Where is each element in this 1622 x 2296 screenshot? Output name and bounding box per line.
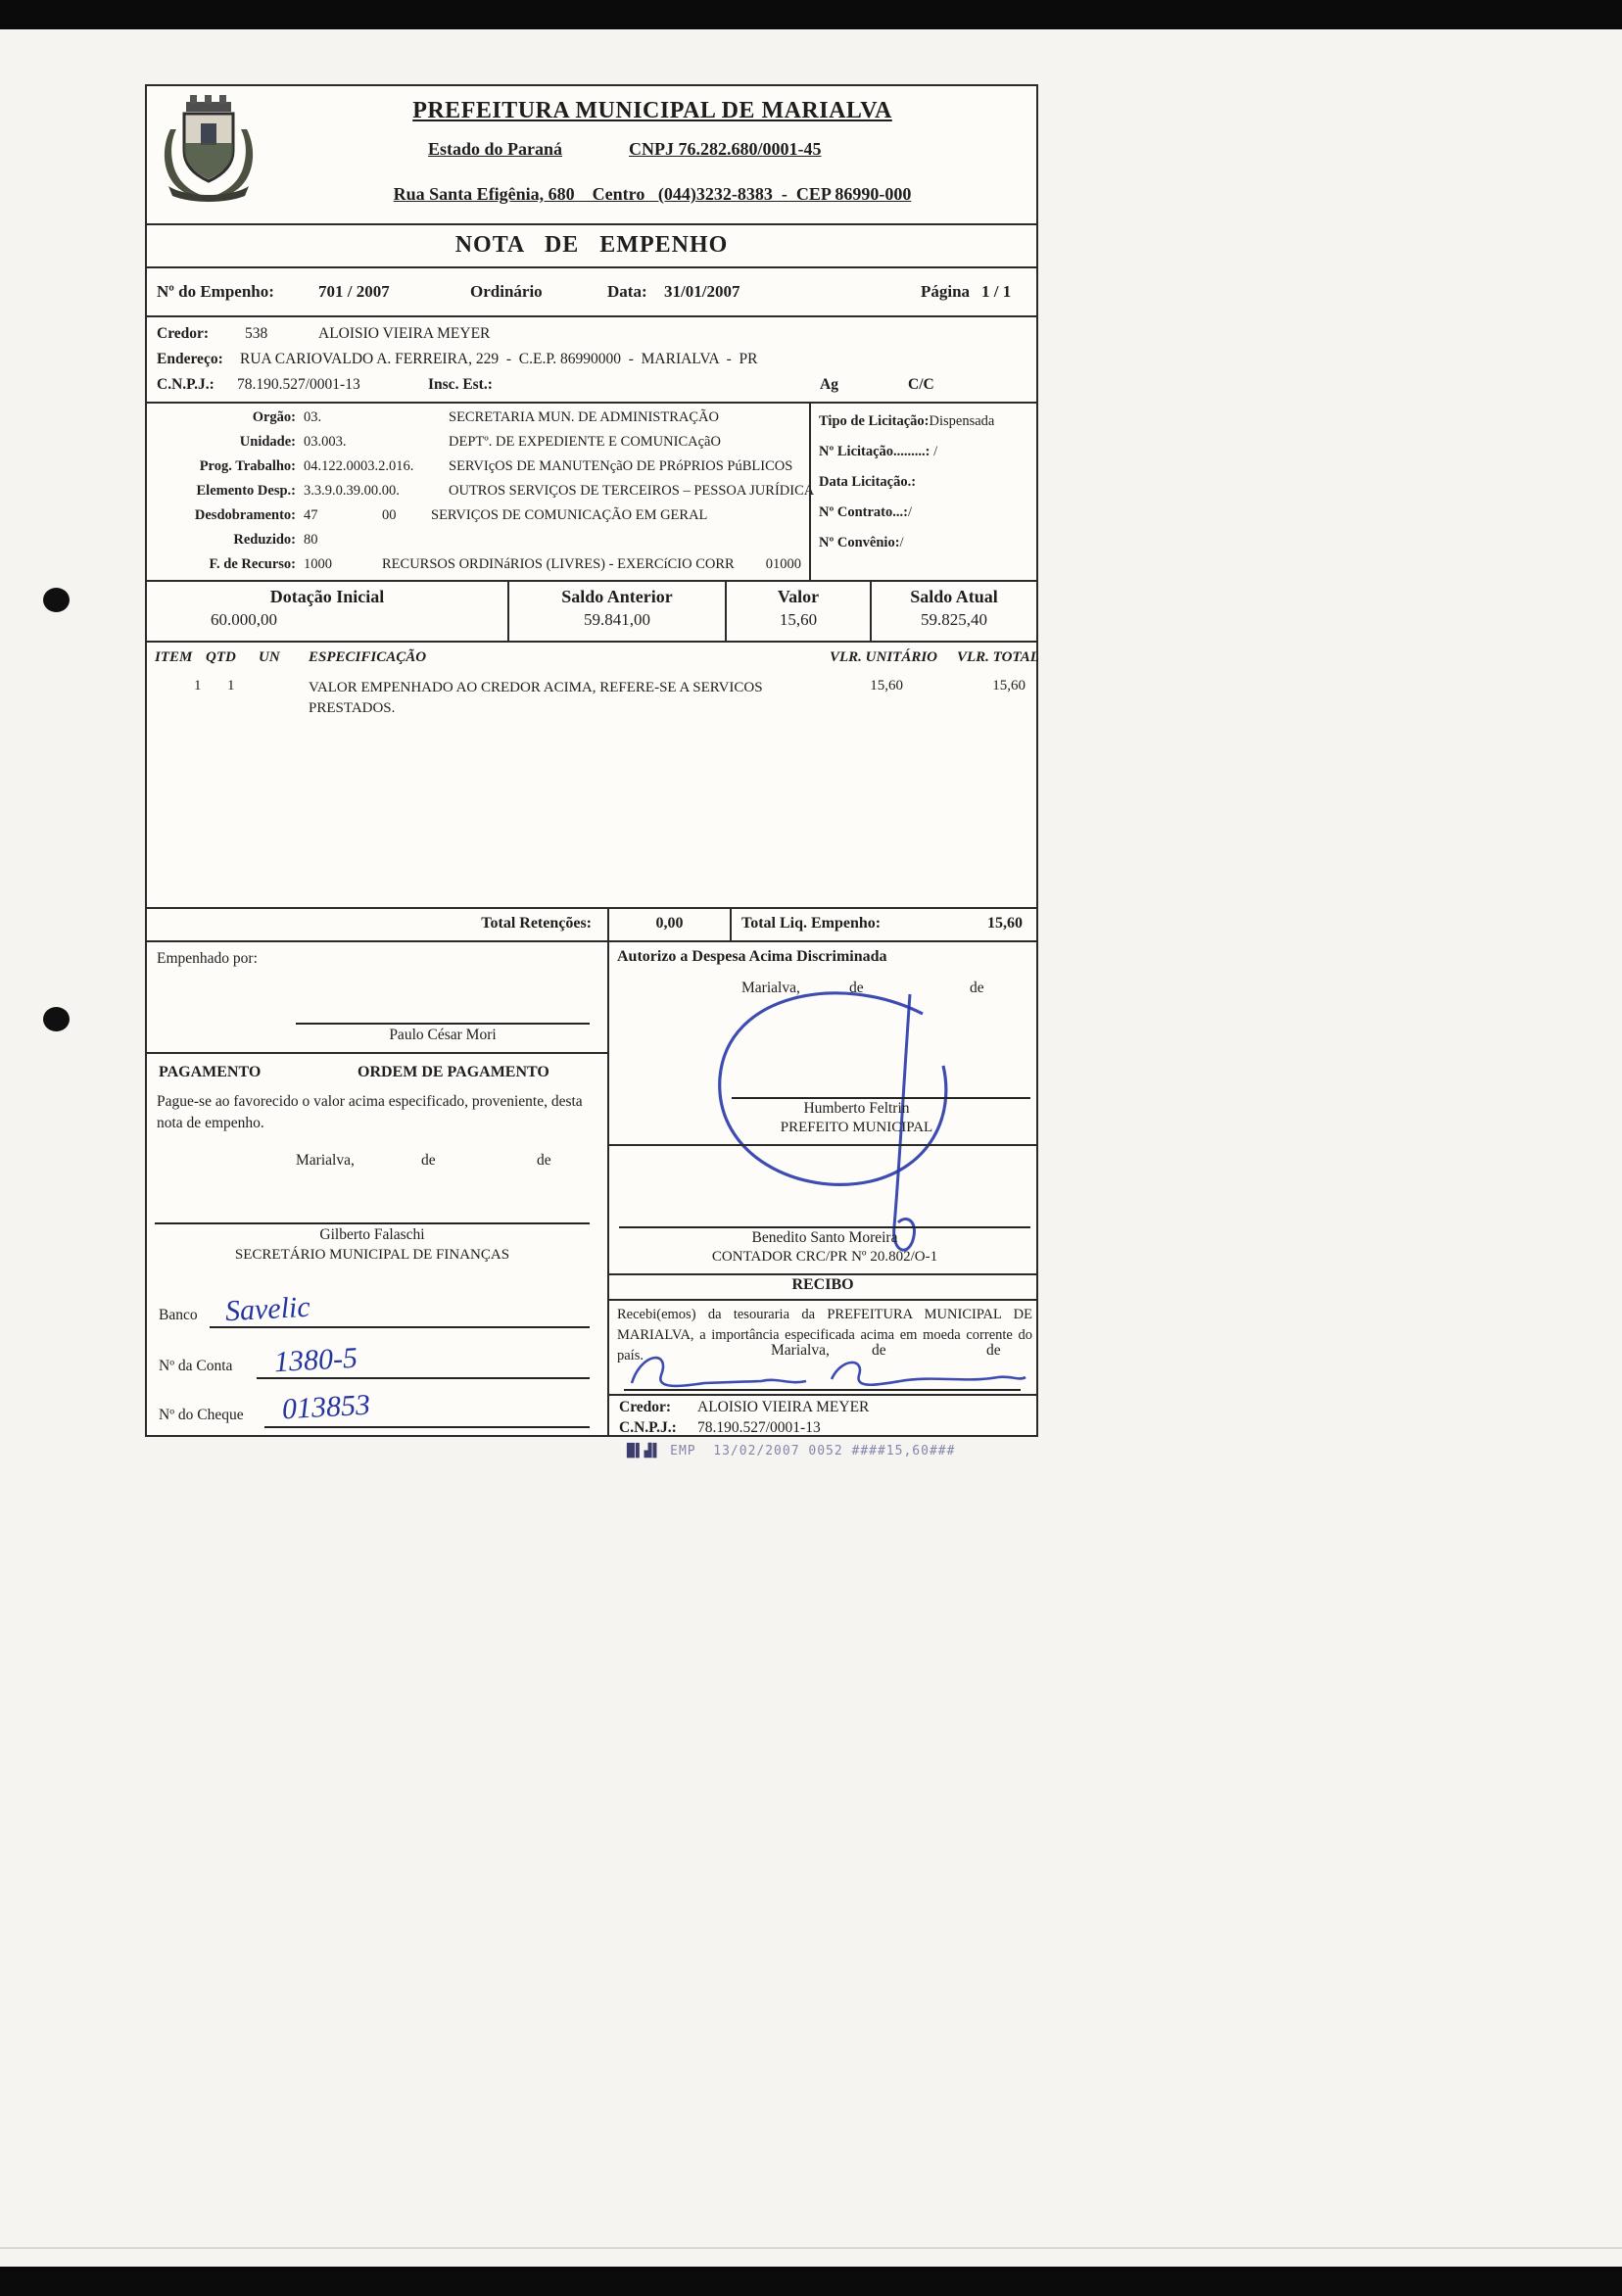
check-handwritten-value: 013853 — [281, 1388, 371, 1426]
receipt-cnpj-label: C.N.P.J.: — [619, 1419, 677, 1436]
signature-line-empenhado — [296, 1023, 590, 1025]
saldo-anterior-value: 59.841,00 — [584, 610, 650, 629]
stamp-mark: █▌▟▌ — [627, 1444, 662, 1459]
de-label: de — [849, 980, 864, 996]
elemento-code: 3.3.9.0.39.00.00. — [304, 483, 400, 499]
total-liquido-label: Total Liq. Empenho: — [741, 915, 882, 932]
contract-number-row — [819, 504, 1028, 521]
reduzido-label: Reduzido: — [233, 532, 296, 548]
scan-artifact-line — [0, 2247, 1622, 2249]
unidade-desc: DEPTº. DE EXPEDIENTE E COMUNICAçãO — [449, 434, 721, 450]
balances-table — [147, 582, 1036, 643]
classification-row-desdobramento — [147, 507, 811, 532]
saldo-anterior-header: Saldo Anterior — [561, 587, 673, 606]
nota-de-empenho-form — [145, 84, 1038, 1437]
scan-top-bar — [0, 0, 1622, 29]
fonte-recurso-desc: RECURSOS ORDINáRIOS (LIVRES) - EXERCíCIO CORR — [382, 556, 735, 572]
classification-row-unidade — [147, 434, 811, 458]
divider — [609, 1144, 1036, 1146]
contract-number-label: Nº Contrato...: — [819, 504, 908, 520]
signature-line-recibo — [624, 1389, 1021, 1391]
de-label: de — [537, 1152, 551, 1169]
classification-row-orgao — [147, 409, 811, 434]
account-handwritten-value: 1380-5 — [273, 1341, 358, 1379]
total-retencoes-label: Total Retenções: — [147, 909, 609, 940]
saldo-atual-header: Saldo Atual — [910, 587, 998, 606]
item-number: 1 — [194, 678, 202, 694]
unit-price-col-header: VLR. UNITÁRIO — [830, 649, 938, 665]
fonte-recurso-label: F. de Recurso: — [209, 556, 296, 572]
address-label: Endereço: — [157, 351, 223, 367]
desdobramento-label: Desdobramento: — [194, 507, 296, 523]
unit-col-header: UN — [259, 649, 280, 665]
page-label: Página — [921, 282, 971, 301]
classification-row-reduzido — [147, 532, 811, 556]
date-label: Data: — [607, 282, 647, 301]
item-total-price: 15,60 — [992, 678, 1026, 694]
item-specification: VALOR EMPENHADO AO CREDOR ACIMA, REFERE-SE A SERVICOS PRESTADOS. — [309, 680, 763, 716]
dotacao-inicial-header: Dotação Inicial — [269, 587, 385, 606]
classification-row-fonte-recurso — [147, 556, 811, 581]
city-label: Marialva, — [296, 1152, 355, 1169]
saldo-anterior-cell — [509, 582, 727, 641]
ordem-pagamento-title: ORDEM DE PAGAMENTO — [358, 1064, 549, 1080]
totals-row — [147, 909, 1036, 942]
recibo-title: RECIBO — [791, 1276, 854, 1293]
agreement-number-row — [819, 535, 1028, 551]
elemento-desc: OUTROS SERVIÇOS DE TERCEIROS – PESSOA JURÍDICA — [449, 483, 815, 499]
bidding-type-row — [819, 413, 1028, 430]
receipt-text: Recebi(emos) da tesouraria da PREFEITURA MUNICIPAL DE MARIALVA, a importância especificada acima em moeda corrente do país. — [617, 1307, 1032, 1363]
mayor-role: PREFEITO MUNICIPAL — [780, 1120, 933, 1135]
creditor-cnpj: 78.190.527/0001-13 — [237, 376, 360, 393]
bidding-type-label: Tipo de Licitação: — [819, 413, 930, 429]
bidding-number-value: / — [930, 444, 938, 459]
city-label: Marialva, — [741, 980, 800, 996]
municipality-address: Rua Santa Efigênia, 680 Centro (044)3232-8383 - CEP 86990-000 — [393, 184, 912, 204]
fonte-recurso-code: 1000 — [304, 556, 332, 572]
valor-value: 15,60 — [779, 610, 818, 629]
budget-classification-block — [147, 404, 1036, 582]
empenho-number-value: 701 / 2007 — [318, 282, 390, 301]
desdobramento-sub: 00 — [382, 507, 397, 523]
municipality-cnpj: CNPJ 76.282.680/0001-45 — [629, 139, 822, 159]
divider — [147, 1052, 607, 1054]
city-label: Marialva, — [771, 1342, 830, 1359]
authorization-column — [609, 942, 1036, 1437]
fonte-recurso-extra-code: 01000 — [765, 556, 801, 572]
account-label: C/C — [908, 376, 934, 393]
page-value: 1 / 1 — [981, 282, 1012, 301]
item-unit-price: 15,60 — [870, 678, 903, 694]
agency-label: Ag — [820, 376, 838, 393]
desdobramento-desc: SERVIÇOS DE COMUNICAÇÃO EM GERAL — [431, 507, 708, 523]
creditor-label: Credor: — [157, 325, 210, 342]
hole-punch-mark — [43, 588, 70, 612]
agreement-number-value: / — [899, 535, 904, 550]
valor-cell — [727, 582, 872, 641]
dotacao-inicial-cell — [147, 582, 509, 641]
accountant-name: Benedito Santo Moreira — [751, 1229, 898, 1246]
empenhado-por-label: Empenhado por: — [157, 950, 258, 967]
orgao-code: 03. — [304, 409, 322, 425]
classification-row-prog-trabalho — [147, 458, 811, 483]
form-header — [147, 86, 1036, 225]
bank-handwritten-value: Savelic — [224, 1290, 311, 1328]
bidding-number-row — [819, 444, 1028, 460]
account-number-label: Nº da Conta — [159, 1358, 233, 1374]
de-label: de — [421, 1152, 436, 1169]
de-label: de — [970, 980, 984, 996]
item-qty: 1 — [227, 678, 235, 694]
classification-rows — [147, 409, 815, 581]
hole-punch-mark — [43, 1007, 70, 1031]
items-table — [147, 643, 1039, 909]
receipt-creditor-label: Credor: — [619, 1399, 672, 1415]
prog-trabalho-label: Prog. Trabalho: — [199, 458, 296, 474]
receipt-cnpj-value: 78.190.527/0001-13 — [697, 1419, 821, 1436]
payment-column — [147, 942, 609, 1437]
secretario-role: SECRETÁRIO MUNICIPAL DE FINANÇAS — [234, 1247, 510, 1263]
authorize-expense-title: Autorizo a Despesa Acima Discriminada — [617, 948, 887, 965]
divider — [609, 1299, 1036, 1301]
saldo-atual-cell — [872, 582, 1036, 641]
saldo-atual-value: 59.825,40 — [921, 610, 987, 629]
bidding-number-label: Nº Licitação.........: — [819, 444, 930, 459]
coat-of-arms-logo — [157, 92, 261, 204]
item-col-header: ITEM — [155, 649, 193, 665]
contract-number-value: / — [907, 504, 912, 520]
signature-line-secretario — [155, 1222, 590, 1224]
de-label: de — [872, 1342, 886, 1359]
signature-line-contador — [619, 1226, 1030, 1228]
unidade-code: 03.003. — [304, 434, 347, 450]
classification-row-elemento — [147, 483, 815, 507]
state-registration-label: Insc. Est.: — [428, 376, 493, 393]
stamp-text: EMP 13/02/2007 0052 ####15,60### — [661, 1444, 956, 1459]
mayor-name: Humberto Feltrin — [803, 1100, 910, 1117]
total-liquido-value: 15,60 — [987, 915, 1023, 932]
valor-header: Valor — [777, 587, 820, 606]
qty-col-header: QTD — [206, 649, 236, 665]
date-value: 31/01/2007 — [664, 282, 740, 301]
bidding-type-value: Dispensada — [929, 413, 995, 429]
signatures-section — [147, 942, 1036, 1437]
spec-col-header: ESPECIFICAÇÃO — [309, 649, 427, 665]
elemento-label: Elemento Desp.: — [196, 483, 296, 499]
creditor-code: 538 — [245, 325, 268, 342]
creditor-name: ALOISIO VIEIRA MEYER — [318, 325, 491, 342]
document-title: NOTA DE EMPENHO — [147, 225, 1036, 268]
cnpj-label: C.N.P.J.: — [157, 376, 215, 393]
bank-line — [210, 1326, 590, 1328]
empenho-type: Ordinário — [470, 282, 543, 301]
bidding-date-row — [819, 474, 1028, 491]
divider — [609, 1273, 1036, 1275]
municipality-title: PREFEITURA MUNICIPAL DE MARIALVA — [412, 98, 892, 123]
scan-bottom-bar — [0, 2267, 1622, 2296]
creditor-block — [147, 317, 1036, 404]
reduzido-code: 80 — [304, 532, 318, 548]
empenho-info-row — [147, 268, 1036, 317]
signature-line-prefeito — [732, 1097, 1030, 1099]
total-retencoes-value: 0,00 — [609, 909, 732, 940]
pagamento-title: PAGAMENTO — [159, 1064, 262, 1080]
prog-trabalho-desc: SERVIçOS DE MANUTENçãO DE PRóPRIOS PúBLICOS — [449, 458, 793, 474]
orgao-desc: SECRETARIA MUN. DE ADMINISTRAÇÃO — [449, 409, 719, 425]
desdobramento-code: 47 — [304, 507, 318, 523]
dotacao-inicial-value: 60.000,00 — [211, 610, 277, 629]
receipt-creditor-name: ALOISIO VIEIRA MEYER — [697, 1399, 870, 1415]
unidade-label: Unidade: — [239, 434, 296, 450]
empenhado-signer-name: Paulo César Mori — [389, 1027, 497, 1043]
prog-trabalho-code: 04.122.0003.2.016. — [304, 458, 414, 474]
divider — [609, 1394, 1036, 1396]
check-line — [264, 1426, 590, 1428]
accountant-role: CONTADOR CRC/PR Nº 20.802/O-1 — [711, 1249, 938, 1265]
bidding-date-label: Data Licitação.: — [819, 474, 917, 490]
bank-label: Banco — [159, 1307, 198, 1323]
bidding-info-column — [809, 404, 1036, 580]
payment-order-text: Pague-se ao favorecido o valor acima especificado, proveniente, desta nota de empenho. — [157, 1093, 583, 1131]
orgao-label: Orgão: — [252, 409, 296, 425]
check-number-label: Nº do Cheque — [159, 1407, 244, 1423]
state-label: Estado do Paraná — [428, 139, 563, 159]
validator-stamp — [627, 1444, 955, 1459]
secretario-name: Gilberto Falaschi — [319, 1226, 425, 1243]
empenho-number-label: Nº do Empenho: — [157, 282, 274, 301]
de-label: de — [986, 1342, 1001, 1359]
total-liquido-cell — [732, 909, 1036, 940]
agreement-number-label: Nº Convênio: — [819, 535, 900, 550]
creditor-address: RUA CARIOVALDO A. FERREIRA, 229 - C.E.P. 86990000 - MARIALVA - PR — [240, 351, 758, 367]
total-price-col-header: VLR. TOTAL — [957, 649, 1039, 665]
